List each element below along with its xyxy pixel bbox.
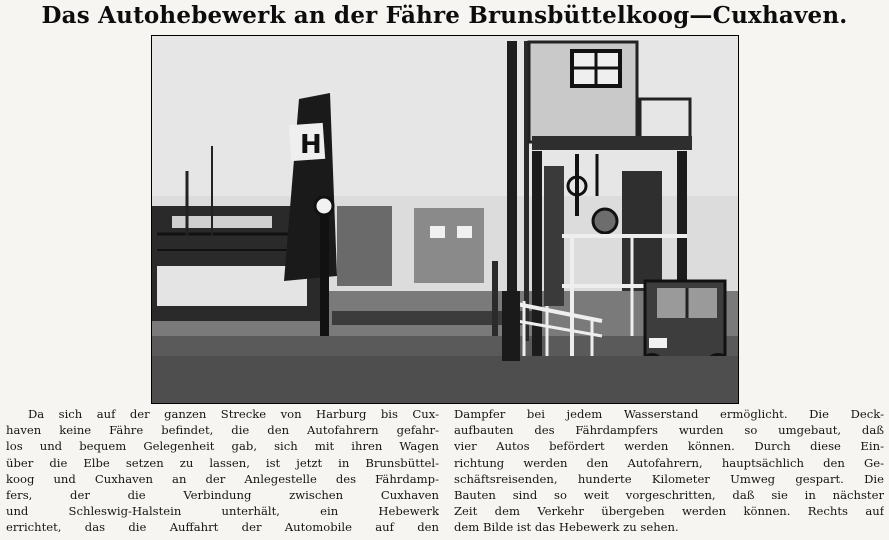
article-column-right — [454, 406, 884, 536]
article-column-left — [6, 406, 439, 536]
text-line: Dampfer bei jedem Wasserstand ermöglicht. Die Deck- — [454, 407, 884, 421]
text-line: schäftsreisenden, hunderte Kilometer Umweg gespart. Die — [454, 471, 884, 486]
text-line: koog und Cuxhaven an der Anlegestelle des Fährdamp- — [6, 471, 439, 486]
text-line: aufbauten des Fährdampfers wurden so umgebaut, daß — [454, 423, 884, 438]
text-line: errichtet, das die Auffahrt der Automobile auf den — [6, 520, 439, 535]
text-line: über die Elbe setzen zu lassen, ist jetzt in Brunsbüttel- — [6, 455, 439, 470]
text-line: Da sich auf der ganzen Strecke von Harburg bis Cux- — [28, 407, 439, 421]
text-line: und Schleswig-Halstein unterhält, ein Hebewerk — [6, 504, 439, 519]
article-headline: Das Autohebewerk an der Fähre Brunsbüttelkoog—Cuxhaven. — [41, 2, 848, 29]
text-line: fers, der die Verbindung zwischen Cuxhaven — [6, 487, 439, 502]
text-line: vier Autos befördert werden können. Durch diese Ein- — [454, 439, 884, 454]
text-line: Bauten sind so weit vorgeschritten, daß sie in nächster — [454, 487, 884, 502]
funnel-letter: H — [300, 130, 322, 160]
text-line: richtung werden den Autofahrern, hauptsächlich den Ge- — [454, 455, 884, 470]
article-photo — [151, 35, 739, 404]
text-line: los und bequem Gelegenheit gab, sich mit ihren Wagen — [6, 439, 439, 454]
text-line: dem Bilde ist das Hebewerk zu sehen. — [454, 520, 679, 535]
text-line: Zeit dem Verkehr übergeben werden können. Rechts auf — [454, 504, 884, 519]
text-line: haven keine Fähre befindet, die den Autofahrern gefahr- — [6, 423, 439, 438]
